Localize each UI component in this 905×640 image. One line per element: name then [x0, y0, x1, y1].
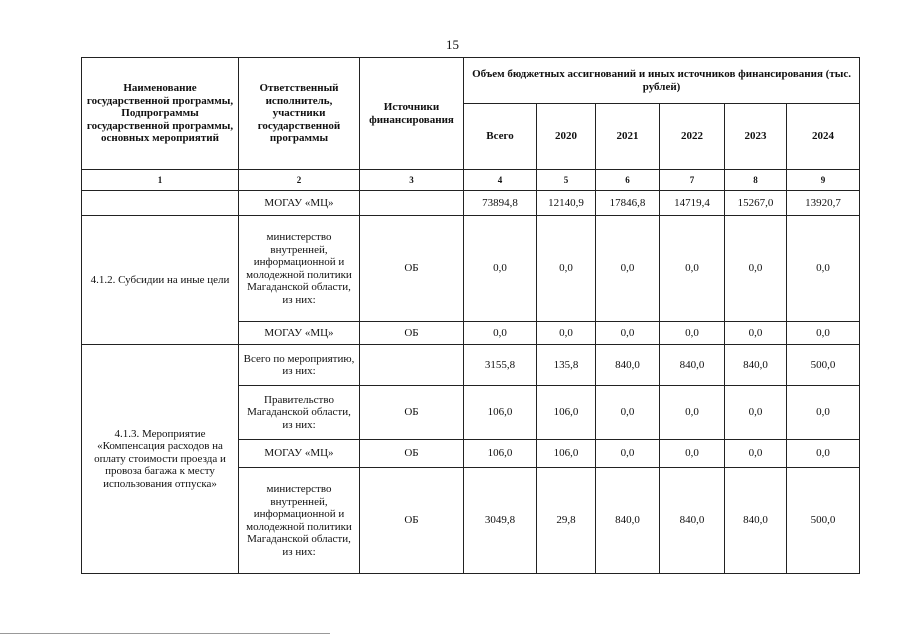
header-funding-source: Источники финансирования	[360, 58, 464, 170]
value-cell: 106,0	[464, 440, 537, 468]
value-cell: 0,0	[537, 216, 596, 322]
source-cell: ОБ	[360, 216, 464, 322]
value-cell: 106,0	[537, 386, 596, 440]
participant-cell: Всего по мероприятию, из них:	[239, 345, 360, 386]
value-cell: 0,0	[596, 216, 660, 322]
participant-cell: министерство внутренней, информационной и молодежной политики Магаданской области, из них:	[239, 216, 360, 322]
value-cell: 106,0	[537, 440, 596, 468]
value-cell: 840,0	[596, 345, 660, 386]
column-number: 9	[787, 170, 860, 191]
header-year: 2023	[725, 104, 787, 170]
value-cell: 840,0	[660, 468, 725, 574]
value-cell: 0,0	[660, 216, 725, 322]
value-cell: 0,0	[596, 322, 660, 345]
column-number: 8	[725, 170, 787, 191]
value-cell: 17846,8	[596, 191, 660, 216]
value-cell: 840,0	[725, 468, 787, 574]
value-cell: 73894,8	[464, 191, 537, 216]
source-cell: ОБ	[360, 468, 464, 574]
program-name-cell: 4.1.3. Мероприятие «Компенсация расходов на оплату стоимости проезда и провоза багажа к месту использования отпуска»	[82, 345, 239, 574]
value-cell: 0,0	[787, 322, 860, 345]
value-cell: 0,0	[725, 216, 787, 322]
value-cell: 0,0	[660, 440, 725, 468]
value-cell: 0,0	[464, 322, 537, 345]
header-year: 2024	[787, 104, 860, 170]
header-funding-group: Объем бюджетных ассигнований и иных источников финансирования (тыс. рублей)	[464, 58, 860, 104]
header-year: 2020	[537, 104, 596, 170]
value-cell: 840,0	[725, 345, 787, 386]
program-name-cell	[82, 191, 239, 216]
table-row	[82, 345, 860, 386]
source-cell: ОБ	[360, 440, 464, 468]
value-cell: 106,0	[464, 386, 537, 440]
source-cell: ОБ	[360, 322, 464, 345]
value-cell: 840,0	[596, 468, 660, 574]
column-number: 4	[464, 170, 537, 191]
value-cell: 0,0	[660, 386, 725, 440]
participant-cell: Правительство Магаданской области, из них:	[239, 386, 360, 440]
value-cell: 0,0	[596, 440, 660, 468]
value-cell: 500,0	[787, 345, 860, 386]
column-number: 3	[360, 170, 464, 191]
table-row	[82, 191, 860, 216]
participant-cell: МОГАУ «МЦ»	[239, 440, 360, 468]
value-cell: 840,0	[660, 345, 725, 386]
value-cell: 135,8	[537, 345, 596, 386]
header-program-name: Наименование государственной программы, Подпрограммы государственной программы, основных мероприятий	[82, 58, 239, 170]
column-number: 7	[660, 170, 725, 191]
value-cell: 0,0	[725, 440, 787, 468]
value-cell: 500,0	[787, 468, 860, 574]
value-cell: 29,8	[537, 468, 596, 574]
value-cell: 3155,8	[464, 345, 537, 386]
column-number: 6	[596, 170, 660, 191]
value-cell: 0,0	[725, 322, 787, 345]
column-number: 1	[82, 170, 239, 191]
value-cell: 0,0	[660, 322, 725, 345]
source-cell: ОБ	[360, 386, 464, 440]
column-number: 5	[537, 170, 596, 191]
value-cell: 0,0	[787, 386, 860, 440]
scan-artifact-line	[0, 633, 330, 634]
budget-table	[81, 57, 860, 574]
column-number: 2	[239, 170, 360, 191]
participant-cell: министерство внутренней, информационной и молодежной политики Магаданской области, из них:	[239, 468, 360, 574]
value-cell: 14719,4	[660, 191, 725, 216]
header-year: 2022	[660, 104, 725, 170]
participant-cell: МОГАУ «МЦ»	[239, 322, 360, 345]
value-cell: 15267,0	[725, 191, 787, 216]
value-cell: 0,0	[725, 386, 787, 440]
header-executor: Ответственный исполнитель, участники государственной программы	[239, 58, 360, 170]
source-cell	[360, 345, 464, 386]
value-cell: 13920,7	[787, 191, 860, 216]
value-cell: 0,0	[464, 216, 537, 322]
value-cell: 3049,8	[464, 468, 537, 574]
value-cell: 0,0	[537, 322, 596, 345]
header-total: Всего	[464, 104, 537, 170]
page-number: 15	[446, 37, 459, 52]
value-cell: 0,0	[787, 216, 860, 322]
header-year: 2021	[596, 104, 660, 170]
table-row	[82, 216, 860, 322]
source-cell	[360, 191, 464, 216]
program-name-cell: 4.1.2. Субсидии на иные цели	[82, 216, 239, 345]
column-numbers-row	[82, 170, 860, 191]
participant-cell: МОГАУ «МЦ»	[239, 191, 360, 216]
value-cell: 12140,9	[537, 191, 596, 216]
value-cell: 0,0	[596, 386, 660, 440]
value-cell: 0,0	[787, 440, 860, 468]
